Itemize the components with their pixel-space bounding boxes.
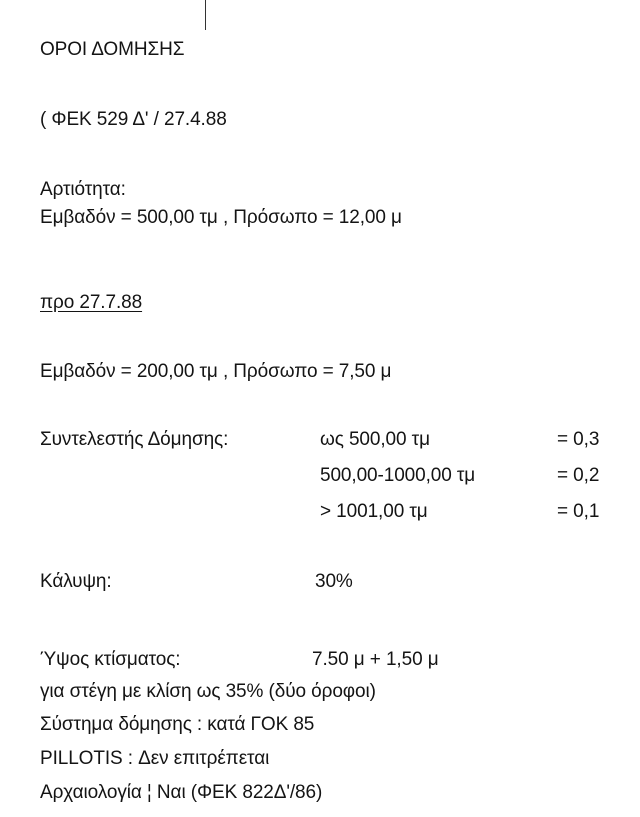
- syntelestis-value: = 0,3: [557, 429, 600, 450]
- pillotis-line: PILLOTIS : Δεν επιτρέπεται: [40, 748, 270, 769]
- syntelestis-value: = 0,1: [557, 501, 600, 522]
- syntelestis-range: > 1001,00 τμ: [320, 501, 428, 522]
- ypsos-value: 7.50 μ + 1,50 μ: [312, 649, 439, 670]
- text-cursor: [205, 0, 206, 30]
- syntelestis-value: = 0,2: [557, 465, 600, 486]
- document-title: ΟΡΟΙ ΔΟΜΗΣΗΣ: [40, 39, 185, 60]
- fek-reference: ( ΦΕΚ 529 Δ' / 27.4.88: [40, 109, 227, 130]
- pro-values: Εμβαδόν = 200,00 τμ , Πρόσωπο = 7,50 μ: [40, 361, 392, 382]
- syntelestis-label: Συντελεστής Δόμησης:: [40, 429, 229, 450]
- ypsos-label: Ύψος κτίσματος:: [40, 649, 181, 670]
- syntelestis-range: 500,00-1000,00 τμ: [320, 465, 476, 486]
- kalypsi-label: Κάλυψη:: [40, 571, 112, 592]
- archaiologia-line: Αρχαιολογία ¦ Ναι (ΦΕΚ 822Δ'/86): [40, 782, 323, 803]
- systima-line: Σύστημα δόμησης : κατά ΓΟΚ 85: [40, 714, 315, 735]
- artiotita-values: Εμβαδόν = 500,00 τμ , Πρόσωπο = 12,00 μ: [40, 207, 402, 228]
- syntelestis-range: ως 500,00 τμ: [320, 429, 430, 450]
- artiotita-label: Αρτιότητα:: [40, 179, 126, 200]
- kalypsi-value: 30%: [315, 571, 353, 592]
- pro-heading: προ 27.7.88: [40, 292, 143, 313]
- steges-line: για στέγη με κλίση ως 35% (δύο όροφοι): [40, 681, 376, 702]
